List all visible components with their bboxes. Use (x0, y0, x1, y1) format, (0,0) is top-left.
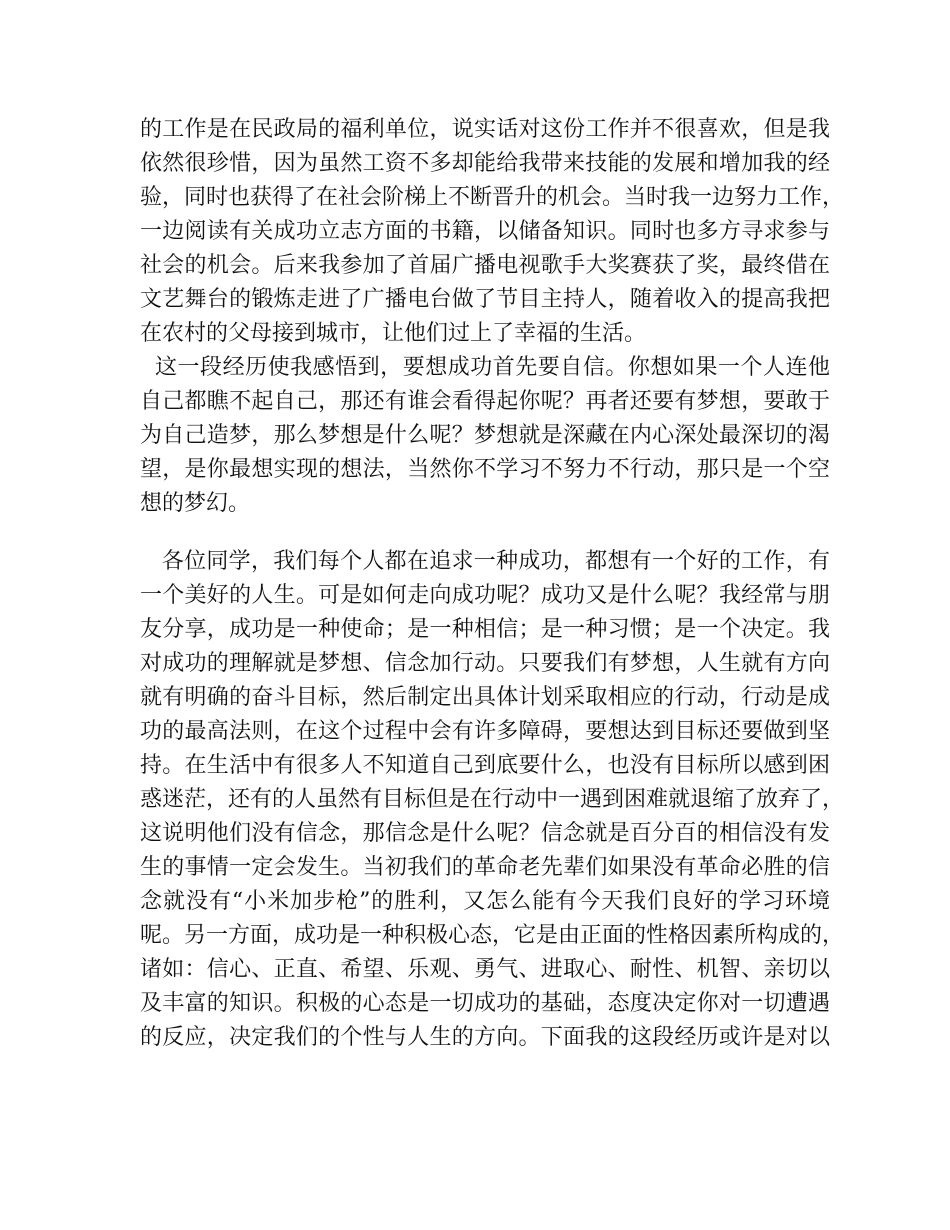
text-line: 生的事情一定会发生。当初我们的革命老先辈们如果没有革命必胜的信 (140, 855, 830, 880)
text-line: 念就没有“小米加步枪”的胜利，又怎么能有今天我们良好的学习环境 (140, 889, 830, 914)
text-line: 自己都瞧不起自己，那还有谁会看得起你呢？再者还要有梦想，要敢于 (140, 389, 830, 414)
text-line: 的反应，决定我们的个性与人生的方向。下面我的这段经历或许是对以 (140, 1025, 830, 1050)
text-line: 依然很珍惜，因为虽然工资不多却能给我带来技能的发展和增加我的经 (140, 151, 830, 176)
text-line: 为自己造梦，那么梦想是什么呢？梦想就是深藏在内心深处最深切的渴 (140, 423, 830, 448)
text-line: 就有明确的奋斗目标，然后制定出具体计划采取相应的行动，行动是成 (140, 685, 830, 710)
text-line: 想的梦幻。 (140, 491, 251, 516)
text-line: 的工作是在民政局的福利单位，说实话对这份工作并不很喜欢，但是我 (140, 117, 830, 142)
text-line: 功的最高法则，在这个过程中会有许多障碍，要想达到目标还要做到坚 (140, 719, 830, 744)
text-line: 对成功的理解就是梦想、信念加行动。只要我们有梦想，人生就有方向 (140, 651, 830, 676)
text-line: 呢。另一方面，成功是一种积极心态，它是由正面的性格因素所构成的， (140, 923, 845, 948)
text-line: 友分享，成功是一种使命；是一种相信；是一种习惯；是一个决定。我 (140, 617, 830, 642)
text-line: 望，是你最想实现的想法，当然你不学习不努力不行动，那只是一个空 (140, 457, 830, 482)
text-line: 在农村的父母接到城市，让他们过上了幸福的生活。 (140, 321, 647, 346)
text-line: 这一段经历使我感悟到，要想成功首先要自信。你想如果一个人连他 (140, 355, 830, 380)
text-line: 惑迷茫，还有的人虽然有目标但是在行动中一遇到困难就退缩了放弃了， (140, 787, 845, 812)
text-line: 文艺舞台的锻炼走进了广播电台做了节目主持人，随着收入的提高我把 (140, 287, 830, 312)
text-line: 验，同时也获得了在社会阶梯上不断晋升的机会。当时我一边努力工作， (140, 185, 845, 210)
text-line: 持。在生活中有很多人不知道自己到底要什么，也没有目标所以感到困 (140, 753, 830, 778)
text-line: 社会的机会。后来我参加了首届广播电视歌手大奖赛获了奖，最终借在 (140, 253, 830, 278)
text-line: 这说明他们没有信念，那信念是什么呢？信念就是百分百的相信没有发 (140, 821, 830, 846)
text-line: 诸如：信心、正直、希望、乐观、勇气、进取心、耐性、机智、亲切以 (140, 957, 830, 982)
text-line: 及丰富的知识。积极的心态是一切成功的基础，态度决定你对一切遭遇 (140, 991, 830, 1016)
text-line: 一个美好的人生。可是如何走向成功呢？成功又是什么呢？我经常与朋 (140, 583, 830, 608)
text-line: 各位同学，我们每个人都在追求一种成功，都想有一个好的工作，有 (140, 549, 830, 574)
text-line: 一边阅读有关成功立志方面的书籍，以储备知识。同时也多方寻求参与 (140, 219, 830, 244)
